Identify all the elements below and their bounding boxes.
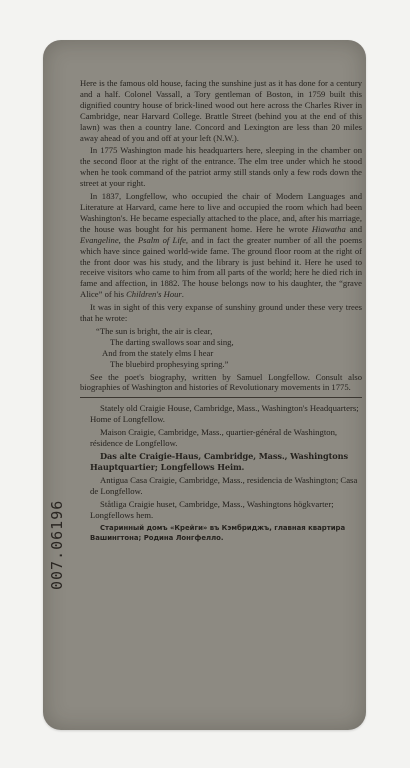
description-text [80, 78, 362, 545]
caption-swedish: Ståtliga Craigie huset, Cambridge, Mass., Washingtons högkvarter; Longfellows hem. [90, 499, 334, 521]
poem-line: And from the stately elms I hear [102, 347, 214, 358]
caption-english: Stately old Craigie House, Cambridge, Mass., Washington's Headquarters; Home of Longfellow. [90, 403, 359, 425]
poem-line: The bluebird prophesying spring.” [110, 358, 229, 369]
title-evangeline: Evangeline [80, 234, 119, 245]
title-hiawatha: Hiawatha [311, 223, 346, 234]
poem-line: The darting swallows soar and sing, [110, 336, 234, 347]
handwritten-catalog-number: 007.06196 [48, 499, 66, 590]
poem-line: “The sun is bright, the air is clear, [96, 325, 213, 336]
title-childrens-hour: Children's Hour [126, 289, 182, 300]
paragraph-references: See the poet's biography, written by Samuel Longfellow. Consult also biographies of Washington and histories of Revolutionary movements in 1775. [80, 371, 362, 393]
divider [80, 397, 362, 398]
caption-german: Das alte Craigie-Haus, Cambridge, Mass., Washingtons Hauptquartier; Longfellows Heim. [90, 451, 348, 473]
multilingual-captions [80, 403, 362, 543]
paragraph-house-history: Here is the famous old house, facing the sunshine just as it has done for a century and a half. Colonel Vassall, a Tory gentleman of Boston, in 1759 built this dignified country house of brick-lined wood out here across the Charles River in Cambridge, near Harvard College. Brattle Street (behind you at the end of this lawn) was then a country lane. Concord and Lexington are less than 20 miles away ahead of you and off at your left (N.W.). [80, 78, 362, 143]
caption-spanish: Antigua Casa Craigie, Cambridge, Mass., residencia de Washington; Casa de Longfellow. [90, 475, 358, 497]
paragraph-longfellow: In 1837, Longfellow, who occupied the chair of Modern Languages and Literature at Harvard, came here to live and occupied the room which had been Washington's. He became especially attached to the place, and, after his marriage, the house was bought for his permanent home. Here he wrote Hiawatha and Evangeline, the Psalm of Life, and in fact the greater number of all the poems which have since gained world-wide fame. The ground floor room at the right of the front door was his study, and the library is just behind it. Here he used to receive visitors who came to him from all parts of the world; here he died rich in fame and affection, in 1882. The house belongs now to his daughter, the “grave Alice” of his Children's Hour. [80, 191, 362, 300]
title-psalm-of-life: Psalm of Life [137, 234, 186, 245]
paragraph-washington: In 1775 Washington made his headquarters here, sleeping in the chamber on the second floor at the right of the entrance. The elm tree under which he stood when he took command of the patriot army still stands only a few rods down the street at your right. [80, 145, 362, 189]
caption-russian: Старинный домъ «Крейги» въ Кэмбриджъ, главная квартира Вашингтона; Родина Лонгфелло. [90, 524, 346, 543]
caption-french: Maison Craigie, Cambridge, Mass., quartier-général de Washington, résidence de Longfellow. [90, 427, 338, 449]
poem-quote [80, 326, 362, 370]
paragraph-poem-intro: It was in sight of this very expanse of sunshiny ground under these very trees that he wrote: [80, 302, 362, 324]
